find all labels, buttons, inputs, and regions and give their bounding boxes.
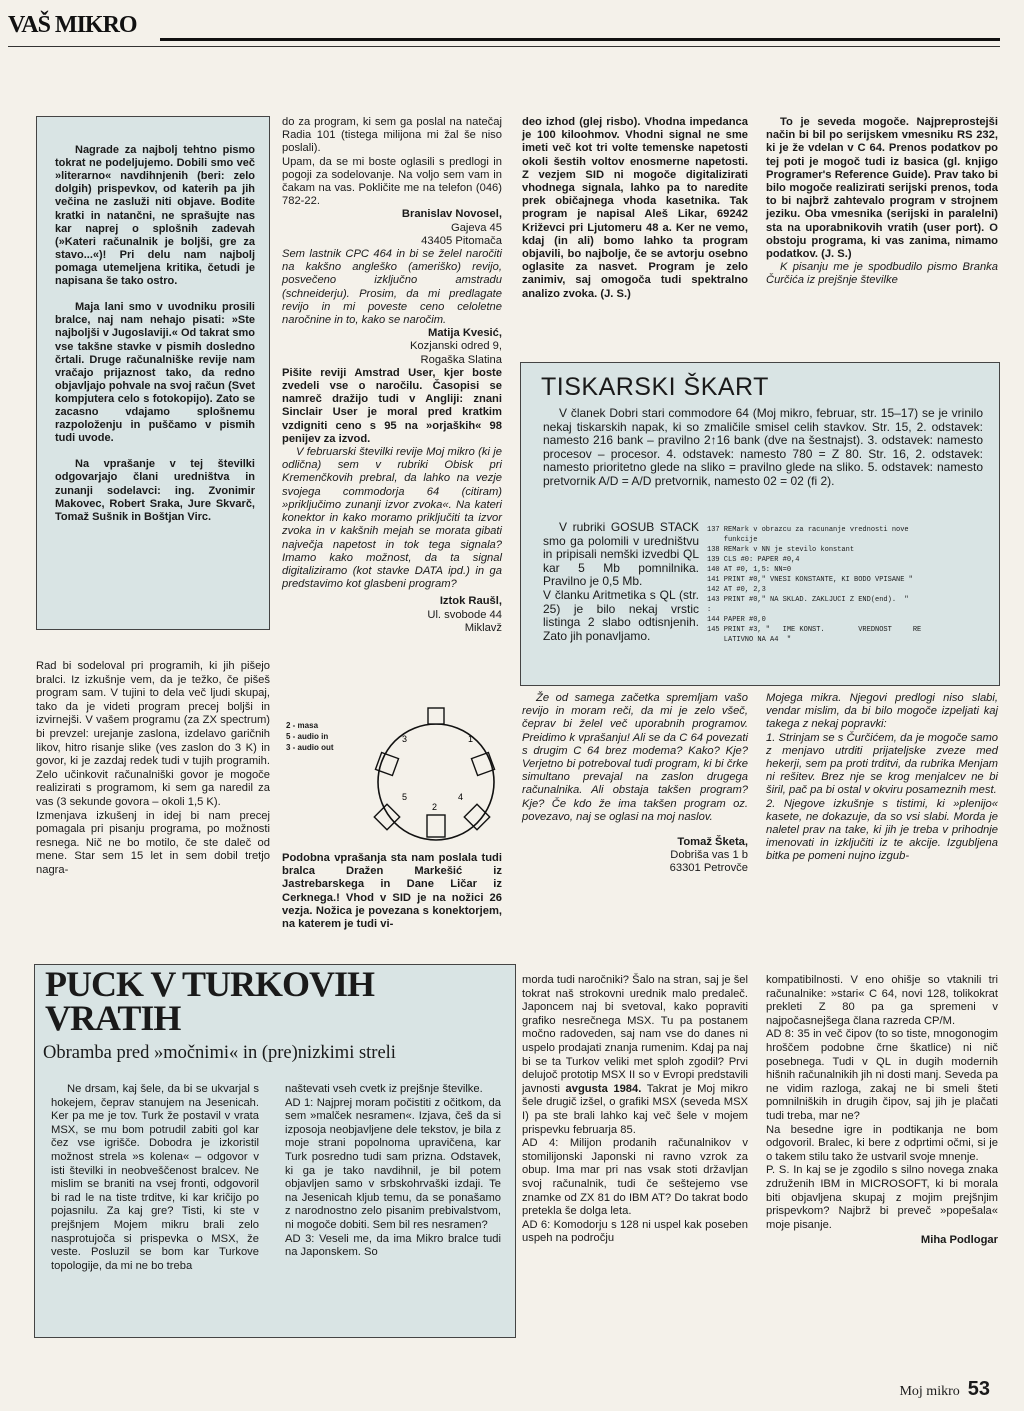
signature-sketa: Tomaž Šketa, (677, 836, 748, 849)
tiskarski-title: TISKARSKI ŠKART (541, 373, 769, 401)
signature-kvesic: Matija Kvesić, (428, 327, 502, 340)
puck-column-4: kompatibilnosti. V eno ohišje so vtaknili tri računalnike: »stari« C 64, novi 128, tolikokrat prekleti Z 80 pa ga spremeni v najpočasnejšega člana razreda CP/M. AD 8: 35 in več čipov (to so tiste, mnogonogim hroščem podobne črne škatlice) ni nič posebnega. Tudi v QL in dugih modernih hišnih računalnikih jih ni dosti manj. Seveda pa ne vidim razloga, zakaj ne bi smeli šteti pomnilniških in drugih čipov, saj jih je plačati tudi treba, mar ne? Na besedne igre in podtikanja ne bom odgovoril. Bralec, ki bere z odprtimi očmi, si je o takem stilu tako že ustvaril svoje mnenje. P. S. In kaj se je zgodilo s silno novega znaka združenih IBM in MICROSOFT, ki bi morala biti objavljena skupaj z mojim prejšnjim prispevkom? Najbrž bi preveč »popešala« moje pisanje. (766, 974, 998, 1231)
address-kvesic: Kozjanski odred 9, Rogaška Slatina (409, 340, 502, 366)
header-rule-thin (8, 46, 1000, 47)
letter-rausl: V februarski številki revije Moj mikro (ki je odlična) sem v rubriki Obisk pri Kremenčkovih prebral, da lahko na vezje svojega commodorja 64 (citiram) »priključimo zunanji izvor zvoka«. Na kateri konektor in kako moramo priključiti ta izvor zvoka in v kakšnih mejah se morata gibati največja napetost in tok tega signala? Imamo kako možnost, da ta signal digitaliziramo (kot stavke DATA ipd.) in ga predstavimo kot glasbeni program? (282, 446, 502, 591)
connector-outline (378, 724, 494, 840)
editorial-box (36, 116, 270, 630)
puck-title-line-1: PUCK V TURKOVIH (45, 964, 375, 1004)
puck-subtitle: Obramba pred »močnimi« in (pre)nizkimi streli (43, 1043, 396, 1063)
address-sketa: Dobriša vas 1 b 63301 Petrovče (669, 849, 748, 875)
letter-menjava: Mojega mikra. Njegovi predlogi niso slabi, vendar mislim, da bi bilo mogoče izpeljati kaj takega z nekaj popravki: 1. Strinjam se s Čurčićem, da je mogoče samo z menjavo utrditi prijateljske zveze med hekerji, sem pa proti trditvi, da rubrika Menjam ni rešitev. Brez nje se krog menjalcev ne bi širil, pač pa bi ostal v okviru posameznih mest. 2. Njegove izkušnje s tistimi, ki »plenijo« kasete, ne dokazuje, da so vsi slabi. Morda je naletel prav na take, ki jih je treba v prihodnje imenovati in izključiti iz te akcije. Izgubljena bitka pe pomeni nujno izgub- (766, 692, 998, 863)
pin-2 (427, 815, 445, 837)
puck-column-3-date: avgusta 1984. (565, 1082, 642, 1095)
letter-novosel-part1: Rad bi sodeloval pri programih, ki jih pišejo bralci. Iz izkušnje vem, da je težko, če pišeš program sam. V tujini to dela več ljudi skupaj, tako da je videti program precej boljši in izvirnejši. V vašem programu (za ZX spectrum) bi prevzel: urejanje zaslona, izdelavo garičnih likov, hitro risanje slike (ves zaslon do 3 K) in govor, ki je zazdaj redek tudi v tujih programih. Zelo učinkovit računalniški govor je mogoče realizirati s programom, ki sem ga naredil za vas (3 sekunde govora – okoli 1,5 K). Izmenjava izkušenj in idej bi nam precej pomagala pri pisanju programa, po možnosti resnega. Nič ne bo motilo, če ste daleč od mene. Star sem 15 let in sem dobil tretjo nagra- (36, 660, 270, 876)
puck-column-3 (522, 974, 748, 1246)
answer-serial: To je seveda mogoče. Najpreprostejši način bi bil po serijskem vmesniku RS 232, ki je že vdelan v C 64. Prenos podatkov po tej poti je mogoč tudi iz basica (gl. knjigo Programer's Reference Guide). Prav tako bi bilo mogoče realizirati serijski prenos, toda to bi najbrž zahtevalo program v strojnem jeziku. Oba vmesnika (serijski in paralelni) sta na uporabnikovih vratih (user port). O obstoju programa, ki vas zanima, nimamo podatkov. (J. S.) (766, 116, 998, 261)
puck-title (45, 964, 375, 1038)
footer-page-number: 53 (967, 1378, 990, 1400)
puck-column-4-wrap (766, 974, 998, 1247)
letter-intro: K pisanju me je spodbudilo pismo Branka Čurčića iz prejšnje številke (766, 261, 998, 287)
tiskarski-skart-box (520, 362, 1000, 686)
puck-article-box (34, 964, 516, 1338)
letter-kvesic: Sem lastnik CPC 464 in bi se želel naročiti na kakšno angleško (ameriško) revijo, posvečeno izključno amstradu (schneiderju). Prosim, da mi predlagate revijo in mi poveste ceno celoletne naročnine in to, kako se naročim. (282, 248, 502, 327)
pin-5 (374, 804, 399, 829)
puck-column-3b: Takrat je Moj mikro šele drugič izšel, o grafiki MSX (seveda MSX I) pa ste brali lahko kaj več šele v mojem prispevku februarja 85. AD 4: Milijon prodanih računalnikov v stomilijonski Japonski ni ravno vzrok za obup. Ima mar pri nas vsak stoti državljan svoj računalnik, tudi če seštejemo vse znamke od ZX 81 do IBM AT? Do takrat bodo pretekla še dolga leta. AD 6: Komodorju s 128 ni uspel kak poseben uspeh na področju (522, 1082, 749, 1245)
answer-sid: deo izhod (glej risbo). Vhodna impedanca je 100 kiloohmov. Vhodni signal ne sme imeti več kot tri volte temenske napetosti okoli šestih voltov enosmerne napetosti. Z vezjem SID ni mogoče digitalizirati vhodnega signala, lahko pa to naredite prek običajnega vhoda kasetnika. Tak program je napisal Aleš Likar, 69242 Križevci pri Ljutomeru 48 a. Ker ne vemo, kdaj (in ali) bomo lahko ta program objavili, bo najbolje, če se avtorju osebno oglasite za nasvet. Program je zelo zanimiv, saj omogoča tudi spektralno analizo zvoka. (J. S.) (522, 116, 748, 300)
answer-amstrad: Pišite reviji Amstrad User, kjer boste zvedeli vse o naročilu. Časopisi se namreč dražijo tudi v Angliji: znani Sinclair User je moral pred kratkim vzdigniti ceno s 95 na »orjaških« 98 penijev za izvod. (282, 366, 502, 445)
legend-item-masa: 2 - masa (286, 721, 319, 730)
footer (899, 1378, 990, 1401)
connector-key (428, 708, 444, 724)
legend-item-audio-in: 5 - audio in (286, 732, 329, 741)
address-rausl: Ul. svobode 44 Miklavž (427, 608, 502, 634)
listing-2: 137 REMark v obrazcu za racunanje vrednosti nove funkcije 138 REMark v NN je stevilo konstant 139 CLS #0: PAPER #0,4 140 AT #0, 1,5: NN=0 141 PRINT #0," VNESI KONSTANTE, KI BODO VPISANE " 142 AT #0, 2,3 143 PRINT #0," NA SKLAD. ZAKLJUCI Z END(end). " : 144 PAPER #0,0 145 PRINT #3, " IME KONST. VREDNOST RE LATIVNO NA A4 " (707, 526, 922, 644)
letter-sketa: Že od samega začetka spremljam vašo revijo in moram reči, da mi je zelo všeč, čeprav bi želel več uporabnih programov. Preidimo k vprašanju! Ali se da C 64 povezati s drugim C 64 brez modema? Kako? Kje? Verjetno bi potreboval tudi program, ki bi črke simultano prevajal na zaslon drugega računalnika. Ali obstaja takšen program? Kje? Če kdo že ima takšen program oz. povezavo, naj se oglasi na moj naslov. (522, 692, 748, 823)
column-3-lower (522, 692, 748, 876)
pin-label-2: 2 (432, 802, 438, 812)
puck-column-2: naštevati vseh cvetk iz prejšnje številke. AD 1: Najprej moram počistiti z očitkom, da sem »malček nesramen«. Izjava, češ da si izposoja neobjavljene dele tekstov, je bila z moje strani popolnoma upravičena, kar Turk posredno tudi sam prizna. Odstavek, ki ga je tako navdihnil, je bil potem objavljen samo v srbskohrvaški izdaji. Te na Jesenicah kljub temu, da se ponašamo z narodnostno zelo pisanim prebivalstvom, ni mogoče dobiti. Sem bil res nesramen? AD 3: Veseli me, da ima Mikro bralce tudi na Japonskem. So (285, 1083, 501, 1259)
signature-rausl: Iztok Raušl, (439, 595, 502, 608)
puck-title-line-2: VRATIH (45, 998, 181, 1038)
letter-novosel-part2: do za program, ki sem ga poslal na natečaj Radia 101 (tistega milijona mi žal še niso poslali). Upam, da se mi boste oglasili s predlogi in pogoji za sodelovanje. Na voljo sem vam in čakam na vas. Pokličite me na telefon (046) 782-22. (282, 116, 502, 208)
pin-label-4: 4 (458, 792, 464, 802)
editorial-text (55, 131, 255, 537)
header-section-title: VAŠ MIKRO (8, 12, 137, 38)
puck-signature: Miha Podlogar (920, 1234, 998, 1247)
pin-label-1: 1 (468, 734, 474, 744)
din-connector-diagram (366, 700, 506, 850)
address-novosel: Gajeva 45 43405 Pitomača (421, 221, 502, 247)
column-4-top (766, 116, 998, 288)
connector-legend (286, 720, 334, 753)
tiskarski-text-2: V rubriki GOSUB STACK smo ga polomili v uredništvu in pripisali nemški izvedbi QL kar 5 Mb pomnilnika. Pravilno je 0,5 Mb. V članku Aritmetika s QL (str. 25) je bilo nekaj vrstic listinga 2 slabo odtisnjenih. Zato jih ponavljamo. (543, 520, 699, 643)
editorial-paragraph-1: Nagrade za najbolj tehtno pismo tokrat ne podeljujemo. Dobili smo več »literarno« navdihnjenih (beri: zelo dolgih) prispevkov, od katerih pa jih večina ne zasluži niti objave. Bodite kratki in natančni, ne sprašujte nas kar naprej o splošnih zadevah (»Kateri računalnik je boljši, gre za stavo...«)! Pri delu nam najbolj pomaga utemeljena kritika, četudi je napisana še tako ostro. (55, 144, 255, 288)
connector-caption: Podobna vprašanja sta nam poslala tudi bralca Dražen Markešić iz Jastrebarskega in Dane Ličar iz Cerknega.! Vhod v SID je na nožici 26 vezja. Nožica je povezana s konektorjem, na katerem je tudi vi- (282, 852, 502, 931)
signature-novosel: Branislav Novosel, (401, 208, 502, 221)
tiskarski-text-1: V članek Dobri stari commodore 64 (Moj mikro, februar, str. 15–17) se je vrinilo nekaj tiskarskih napak, ki so zmaličile smisel celih stavkov. Str. 15, 2. odstavek: namesto 216 bank – pravilno 2↑16 bank (dve na šestnajst). 3. odstavek: namesto procesov – procesor. 4. odstavek: namesto 780 = Z 80. Str. 16, 2. odstavek: namesto prioritetno glede na sliko = pravilno glede na sliko. 5. odstavek: namesto pretvornik A/D = A/D pretvornik, namesto 02 = 02 (fi 2). (543, 406, 983, 488)
puck-column-1: Ne drsam, kaj šele, da bi se ukvarjal s hokejem, čeprav stanujem na Jesenicah. Ker pa me je tov. Turk že postavil v vrata MSX, se mu bom potrudil zabiti gol kar čez vse igrišče. Dobodra je izkoristil možnost strela »s kolena« – odgovor v isti številki in neobveščenost bralcev. Ne mislim se braniti na vsej fronti, odgovoril bi rad le na tiste trditve, ki kar kričijo po pojasnilu. Za kaj gre? Tisti, ki ste v prejšnjem Mojem mikru brali zelo nasprotujoča si prispevka o MSX, že veste. Posluzil se bom kar Turkove topologije, da mi ne bo treba (51, 1083, 259, 1272)
pin-label-3: 3 (402, 734, 408, 744)
legend-item-audio-out: 3 - audio out (286, 743, 334, 752)
pin-label-5: 5 (402, 792, 408, 802)
editorial-paragraph-2: Maja lani smo v uvodniku prosili bralce, naj nam nehajo pisati: »Ste najboljši v Jugoslaviji.« Od takrat smo vse takšne stavke v pismih dosledno črtali. Druge računalniške revije nam vračajo prijaznost tako, da redno objavljajo pohvale na svoj račun (Svet kompjutera celo s fotokopijo). Zato se zacasno vdajamo splošnemu razpoloženju in puščamo v pismih tudi uvode. (55, 301, 255, 445)
header-rule (160, 38, 1000, 41)
pin-4 (464, 804, 489, 829)
footer-magazine: Moj mikro (899, 1384, 960, 1399)
puck-column-3a: morda tudi naročniki? Šalo na stran, saj je šel tokrat naš strokovni urednik malo predaleč. Japoncem naj bi svetoval, kako popraviti grafiko nesrečnega MSX. Tu pa postanem močno radoveden, saj nam vse do danes ni uspelo prodajati znanja rumenim. Kdaj pa naj bi se ta Turkov veliki met sploh zgodil? Prvi delujoč prototip MSX II so v Evropi predstavili javnosti (522, 974, 748, 1095)
editorial-paragraph-3: Na vprašanje v tej številki odgovarjajo člani uredništva in zunanji sodelavci: ing. Zvonimir Makovec, Robert Sraka, Jure Skvarč, Tomaž Sušnik in Boštjan Virc. (55, 458, 255, 523)
column-2 (282, 116, 502, 635)
